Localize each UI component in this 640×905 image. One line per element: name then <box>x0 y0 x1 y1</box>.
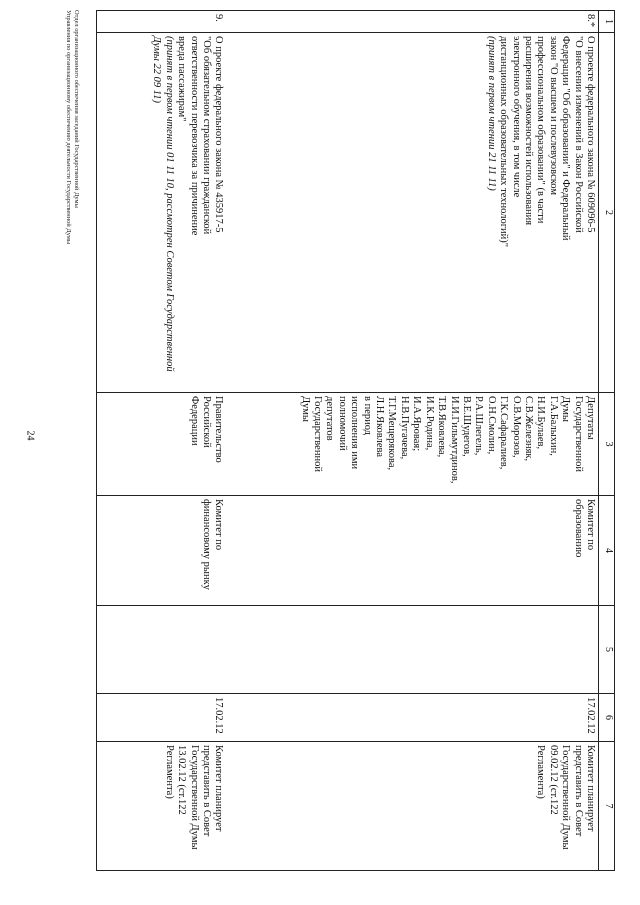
author-line: Федерации <box>188 396 200 446</box>
title-line: "Об обязательном страховании гражданской <box>201 36 213 235</box>
column-header: 4 <box>599 496 615 606</box>
title-line: "О внесении изменений в Закон Российской <box>572 36 584 233</box>
date-cell: 17.02.12 <box>97 694 227 742</box>
column-header: 7 <box>599 742 615 871</box>
author-line: Г.А.Балыхин, <box>547 396 559 456</box>
status-cell: Комитет планирует представить в Совет Государственной Думы 13.02.12 (ст.122 Регламента) <box>97 742 227 871</box>
page-number: 24 <box>24 430 36 441</box>
title-line: электронного обучения, в том числе <box>510 36 522 198</box>
column-5-cell <box>97 606 227 694</box>
title-line: вреда пассажирам" <box>176 36 188 122</box>
author-line: И.А.Яровая; <box>411 396 423 452</box>
author-line: Л.Н.Яковлева <box>374 396 386 457</box>
title-line: закон "О высшем и послевузовском <box>547 36 559 195</box>
title-line: ответственности перевозчика за причинение <box>188 36 200 236</box>
row-number: 8.* <box>227 11 599 33</box>
column-header: 3 <box>599 393 615 496</box>
bill-title <box>97 33 227 393</box>
committee: Комитет по финансовому рынку <box>97 496 227 606</box>
title-line: дистанционных образовательных технологий)" <box>498 36 510 248</box>
author-line: Государственной <box>572 396 584 472</box>
author-line: Н.В.Пугачева, <box>398 396 410 460</box>
footer <box>64 10 80 244</box>
status-cell: Комитет планирует представить в Совет Государственной Думы 09.02.12 (ст.122 Регламента) <box>227 742 599 871</box>
title-line: расширения возможностей использования <box>522 36 534 226</box>
author-line: О.В.Морозов, <box>510 396 522 458</box>
table-row <box>97 11 227 871</box>
column-header: 1 <box>599 11 615 33</box>
footer-line: Управления по организационному обеспечению деятельности Государственной Думы <box>65 10 72 245</box>
reading-note: (принят в первом чтении 01 11 10, рассмотрен Советом Государственной Думы 22 09 11) <box>151 36 175 372</box>
author-line: Р.А.Шлегель, <box>473 396 485 456</box>
author-line: И.И.Гильмутдинов, <box>448 396 460 484</box>
author-line: Думы <box>299 396 311 422</box>
author-line: депутатов <box>324 396 336 441</box>
author-line: О.Н.Смолин, <box>485 396 497 455</box>
bill-title <box>227 33 599 393</box>
author-line: Думы <box>560 396 572 422</box>
author-line: исполнения ими <box>349 396 361 470</box>
title-line: О проекте федерального закона № 435917-5 <box>213 36 225 233</box>
author-line: Правительство <box>213 396 225 463</box>
author-line: в период <box>361 396 373 436</box>
title-line: О проекте федерального закона № 609096-5 <box>585 36 596 233</box>
reading-note: (принят в первом чтении 21 11 11) <box>485 36 497 191</box>
footer-line: Отдел организационного обеспечения заседаний Государственной Думы <box>73 10 80 208</box>
column-header: 5 <box>599 606 615 694</box>
column-5-cell <box>227 606 599 694</box>
author-line: С.В.Железняк, <box>522 396 534 462</box>
author-line: В.Е.Шудегов, <box>460 396 472 457</box>
author-line: Т.В.Яковлева, <box>436 396 448 458</box>
column-header: 2 <box>599 33 615 393</box>
author-line: И.К.Родина, <box>423 396 435 451</box>
title-line: Федерации "Об образовании" и Федеральный <box>560 36 572 241</box>
column-header-row <box>599 11 615 871</box>
author-line: Т.Г.Мещерякова, <box>386 396 398 471</box>
author-line: полномочий <box>336 396 348 451</box>
title-line: профессиональном образовании" (в части <box>535 36 547 224</box>
bill-authors <box>227 393 599 496</box>
author-line: Российской <box>201 396 213 448</box>
row-number: 9. <box>97 11 227 33</box>
committee: Комитет по образованию <box>227 496 599 606</box>
author-line: Г.К.Сафаралиев, <box>498 396 510 470</box>
author-line: Депутаты <box>585 396 596 440</box>
table-row <box>227 11 599 871</box>
date-cell: 17.02.12 <box>227 694 599 742</box>
bill-authors <box>97 393 227 496</box>
rotated-page-content <box>45 10 615 880</box>
author-line: Государственной <box>312 396 324 472</box>
column-header: 6 <box>599 694 615 742</box>
bill-table <box>96 10 615 871</box>
author-line: Н.И.Булаев, <box>535 396 547 450</box>
